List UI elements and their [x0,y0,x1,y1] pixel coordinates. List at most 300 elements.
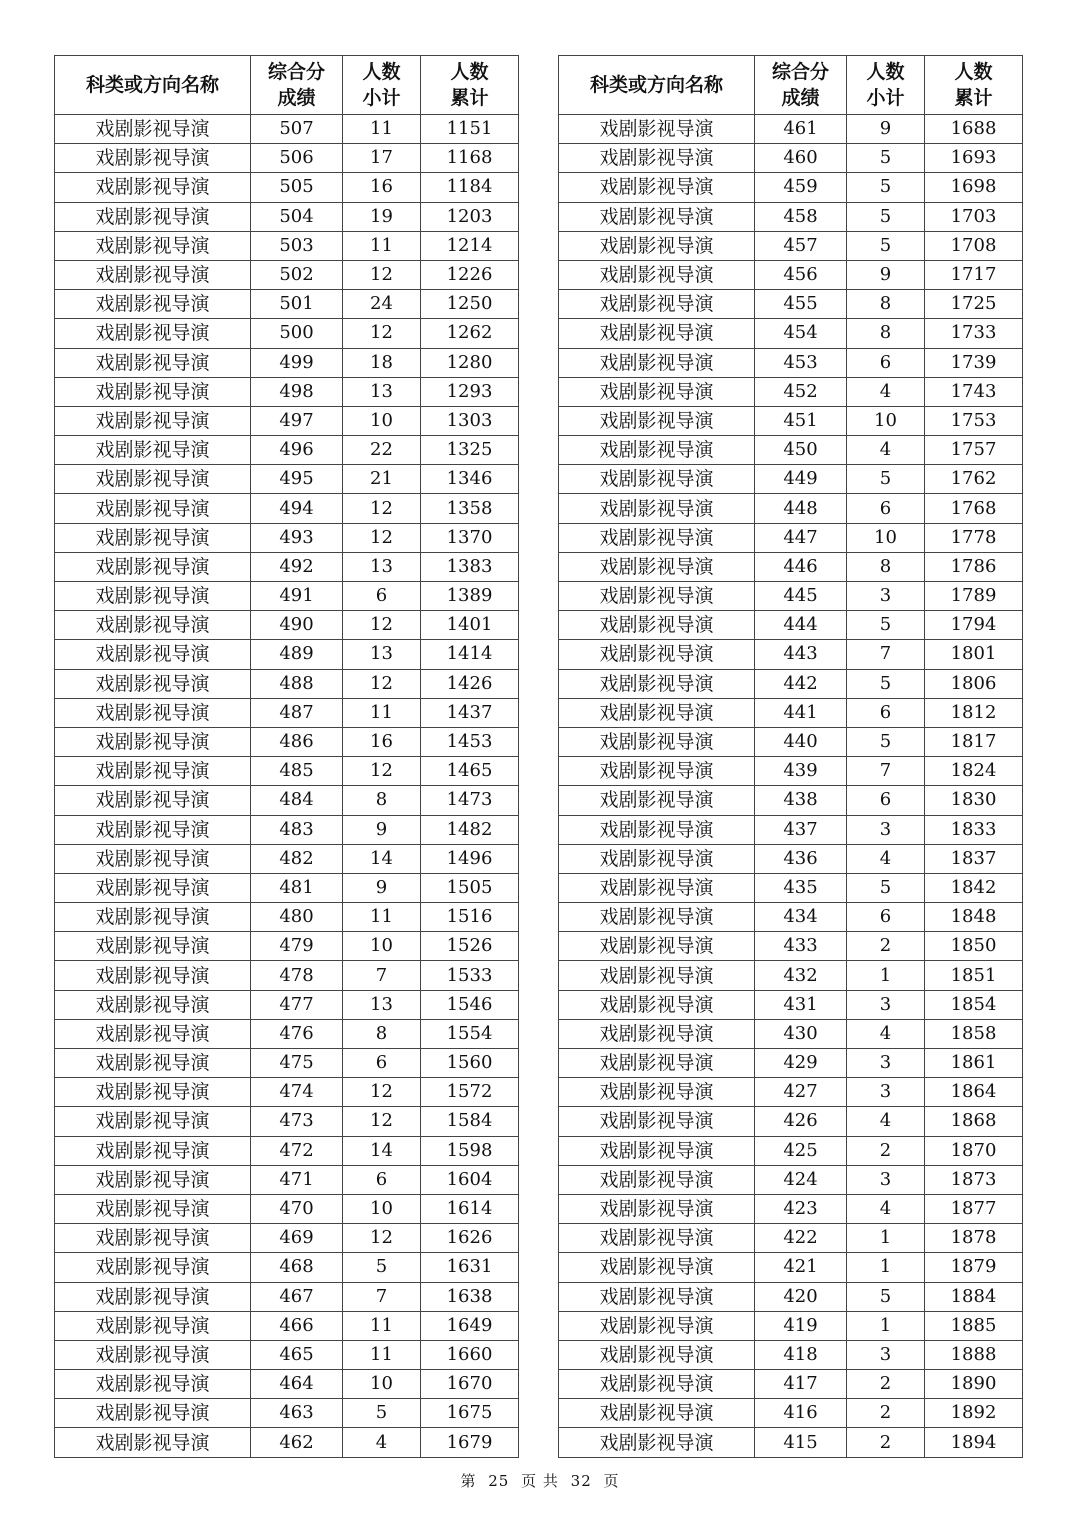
table-row [55,669,519,698]
cell-name: 戏剧影视导演 [559,260,755,289]
cell-score: 454 [755,319,847,348]
cell-cumulative: 1743 [925,377,1023,406]
cell-count: 12 [343,669,421,698]
cell-cumulative: 1679 [421,1428,519,1457]
table-row [55,1194,519,1223]
cell-score: 453 [755,348,847,377]
cell-cumulative: 1214 [421,231,519,260]
table-row [559,115,1023,144]
cell-count: 12 [343,611,421,640]
table-body-left [55,115,519,1458]
cell-count: 6 [343,1049,421,1078]
table-row [55,932,519,961]
table-row [55,640,519,669]
cell-score: 467 [251,1282,343,1311]
cell-name: 戏剧影视导演 [55,1428,251,1457]
cell-count: 3 [847,1340,925,1369]
cell-cumulative: 1753 [925,406,1023,435]
cell-cumulative: 1505 [421,873,519,902]
cell-count: 12 [343,319,421,348]
cell-score: 488 [251,669,343,698]
table-row [559,173,1023,202]
header-name: 科类或方向名称 [55,56,251,115]
table-row [559,436,1023,465]
cell-name: 戏剧影视导演 [559,698,755,727]
cell-score: 437 [755,815,847,844]
header-row [559,56,1023,115]
cell-score: 431 [755,990,847,1019]
cell-count: 17 [343,144,421,173]
cell-score: 504 [251,202,343,231]
cell-name: 戏剧影视导演 [55,465,251,494]
cell-name: 戏剧影视导演 [55,406,251,435]
cell-cumulative: 1453 [421,727,519,756]
cell-count: 3 [847,990,925,1019]
table-row [559,1253,1023,1282]
cell-count: 7 [847,757,925,786]
cell-count: 10 [343,1370,421,1399]
table-row [559,786,1023,815]
table-row [55,1019,519,1048]
cell-score: 505 [251,173,343,202]
cell-score: 464 [251,1370,343,1399]
cell-count: 8 [343,1019,421,1048]
table-row [559,873,1023,902]
cell-name: 戏剧影视导演 [559,990,755,1019]
cell-cumulative: 1184 [421,173,519,202]
cell-name: 戏剧影视导演 [55,727,251,756]
cell-count: 2 [847,1399,925,1428]
score-table-right [558,55,1023,1458]
header-count [847,56,925,115]
table-row [559,669,1023,698]
cell-cumulative: 1842 [925,873,1023,902]
table-row [55,115,519,144]
cell-name: 戏剧影视导演 [55,1194,251,1223]
cell-name: 戏剧影视导演 [559,844,755,873]
cell-name: 戏剧影视导演 [55,260,251,289]
cell-score: 458 [755,202,847,231]
header-score [251,56,343,115]
cell-name: 戏剧影视导演 [55,552,251,581]
cell-name: 戏剧影视导演 [55,348,251,377]
table-row [55,202,519,231]
cell-cumulative: 1675 [421,1399,519,1428]
cell-cumulative: 1614 [421,1194,519,1223]
table-row [559,1049,1023,1078]
table-row [55,173,519,202]
cell-score: 440 [755,727,847,756]
header-count-line2: 小计 [362,87,401,109]
cell-name: 戏剧影视导演 [559,932,755,961]
cell-cumulative: 1703 [925,202,1023,231]
cell-score: 441 [755,698,847,727]
cell-name: 戏剧影视导演 [559,1078,755,1107]
cell-count: 16 [343,727,421,756]
cell-score: 490 [251,611,343,640]
cell-cumulative: 1554 [421,1019,519,1048]
cell-count: 11 [343,1340,421,1369]
cell-cumulative: 1546 [421,990,519,1019]
cell-cumulative: 1325 [421,436,519,465]
table-row [55,377,519,406]
cell-cumulative: 1888 [925,1340,1023,1369]
table-row [55,903,519,932]
cell-name: 戏剧影视导演 [55,757,251,786]
cell-count: 10 [847,406,925,435]
cell-cumulative: 1870 [925,1136,1023,1165]
table-row [559,990,1023,1019]
cell-score: 421 [755,1253,847,1282]
page-footer [0,1470,1080,1491]
cell-count: 5 [847,727,925,756]
cell-cumulative: 1824 [925,757,1023,786]
table-row [559,1340,1023,1369]
cell-name: 戏剧影视导演 [55,990,251,1019]
cell-cumulative: 1698 [925,173,1023,202]
table-row [55,406,519,435]
table-row [559,727,1023,756]
header-cumulative-line2: 累计 [450,87,489,109]
cell-cumulative: 1778 [925,523,1023,552]
cell-score: 475 [251,1049,343,1078]
cell-score: 472 [251,1136,343,1165]
score-table-left [54,55,519,1458]
cell-count: 3 [847,582,925,611]
cell-cumulative: 1168 [421,144,519,173]
cell-name: 戏剧影视导演 [559,523,755,552]
cell-cumulative: 1812 [925,698,1023,727]
cell-cumulative: 1851 [925,961,1023,990]
cell-name: 戏剧影视导演 [55,844,251,873]
cell-count: 13 [343,990,421,1019]
cell-name: 戏剧影视导演 [55,1399,251,1428]
cell-score: 448 [755,494,847,523]
cell-count: 1 [847,1224,925,1253]
header-count-line2: 小计 [866,87,905,109]
cell-name: 戏剧影视导演 [559,757,755,786]
cell-cumulative: 1890 [925,1370,1023,1399]
table-row [559,932,1023,961]
cell-count: 11 [343,903,421,932]
cell-cumulative: 1203 [421,202,519,231]
cell-name: 戏剧影视导演 [559,1019,755,1048]
cell-cumulative: 1414 [421,640,519,669]
cell-name: 戏剧影视导演 [55,786,251,815]
cell-score: 451 [755,406,847,435]
table-row [55,436,519,465]
cell-score: 418 [755,1340,847,1369]
cell-count: 6 [847,903,925,932]
cell-cumulative: 1801 [925,640,1023,669]
cell-score: 491 [251,582,343,611]
cell-name: 戏剧影视导演 [55,1282,251,1311]
table-row [559,1136,1023,1165]
cell-cumulative: 1833 [925,815,1023,844]
cell-count: 4 [847,1019,925,1048]
cell-count: 16 [343,173,421,202]
cell-cumulative: 1894 [925,1428,1023,1457]
table-row [559,611,1023,640]
cell-cumulative: 1873 [925,1165,1023,1194]
cell-count: 14 [343,1136,421,1165]
cell-score: 462 [251,1428,343,1457]
cell-count: 14 [343,844,421,873]
cell-count: 4 [847,436,925,465]
cell-cumulative: 1693 [925,144,1023,173]
cell-count: 5 [847,1282,925,1311]
cell-count: 12 [343,757,421,786]
cell-name: 戏剧影视导演 [55,202,251,231]
cell-cumulative: 1482 [421,815,519,844]
cell-cumulative: 1786 [925,552,1023,581]
cell-name: 戏剧影视导演 [559,1282,755,1311]
cell-cumulative: 1670 [421,1370,519,1399]
cell-count: 5 [847,669,925,698]
cell-count: 4 [847,844,925,873]
cell-score: 433 [755,932,847,961]
cell-cumulative: 1649 [421,1311,519,1340]
footer-suffix: 页 [603,1472,620,1490]
cell-name: 戏剧影视导演 [55,873,251,902]
cell-cumulative: 1560 [421,1049,519,1078]
cell-cumulative: 1757 [925,436,1023,465]
cell-name: 戏剧影视导演 [55,1078,251,1107]
cell-count: 3 [847,1165,925,1194]
cell-name: 戏剧影视导演 [55,815,251,844]
footer-page-number: 25 [488,1472,510,1490]
table-row [55,319,519,348]
footer-mid: 页 共 [521,1472,559,1490]
cell-count: 10 [343,1194,421,1223]
cell-score: 416 [755,1399,847,1428]
cell-count: 11 [343,115,421,144]
cell-score: 461 [755,115,847,144]
cell-cumulative: 1877 [925,1194,1023,1223]
cell-score: 447 [755,523,847,552]
cell-count: 12 [343,523,421,552]
table-row [559,698,1023,727]
table-row [55,1165,519,1194]
table-row [559,1311,1023,1340]
cell-cumulative: 1526 [421,932,519,961]
cell-name: 戏剧影视导演 [559,1370,755,1399]
header-score-line1: 综合分 [771,61,829,83]
cell-name: 戏剧影视导演 [559,1107,755,1136]
table-row [55,1078,519,1107]
table-row [559,523,1023,552]
table-row [55,1311,519,1340]
cell-cumulative: 1789 [925,582,1023,611]
cell-cumulative: 1830 [925,786,1023,815]
table-row [559,1428,1023,1457]
table-row [55,260,519,289]
cell-score: 497 [251,406,343,435]
cell-name: 戏剧影视导演 [559,1224,755,1253]
cell-count: 5 [847,231,925,260]
cell-name: 戏剧影视导演 [55,669,251,698]
cell-score: 485 [251,757,343,786]
cell-count: 12 [343,1224,421,1253]
cell-score: 481 [251,873,343,902]
table-row [55,1253,519,1282]
cell-name: 戏剧影视导演 [559,669,755,698]
cell-cumulative: 1584 [421,1107,519,1136]
cell-name: 戏剧影视导演 [559,611,755,640]
cell-score: 506 [251,144,343,173]
table-row [55,873,519,902]
cell-count: 6 [847,494,925,523]
cell-score: 459 [755,173,847,202]
cell-count: 6 [343,1165,421,1194]
cell-cumulative: 1806 [925,669,1023,698]
table-body-right [559,115,1023,1458]
cell-score: 429 [755,1049,847,1078]
header-cumulative [421,56,519,115]
cell-name: 戏剧影视导演 [55,494,251,523]
header-score-line2: 成绩 [277,87,316,109]
cell-name: 戏剧影视导演 [55,1224,251,1253]
cell-count: 24 [343,290,421,319]
cell-name: 戏剧影视导演 [559,727,755,756]
cell-score: 457 [755,231,847,260]
table-row [559,1224,1023,1253]
cell-cumulative: 1389 [421,582,519,611]
cell-name: 戏剧影视导演 [55,611,251,640]
cell-name: 戏剧影视导演 [55,698,251,727]
cell-name: 戏剧影视导演 [559,1253,755,1282]
cell-score: 473 [251,1107,343,1136]
cell-count: 6 [847,698,925,727]
cell-count: 11 [343,698,421,727]
cell-score: 432 [755,961,847,990]
cell-count: 8 [847,552,925,581]
cell-score: 445 [755,582,847,611]
cell-cumulative: 1688 [925,115,1023,144]
cell-name: 戏剧影视导演 [559,319,755,348]
table-row [55,231,519,260]
cell-cumulative: 1226 [421,260,519,289]
cell-score: 422 [755,1224,847,1253]
footer-total-pages: 32 [570,1472,592,1490]
table-row [559,465,1023,494]
table-row [559,260,1023,289]
cell-name: 戏剧影视导演 [55,144,251,173]
cell-count: 5 [847,202,925,231]
cell-score: 456 [755,260,847,289]
cell-score: 446 [755,552,847,581]
table-row [559,815,1023,844]
cell-cumulative: 1717 [925,260,1023,289]
cell-score: 474 [251,1078,343,1107]
cell-score: 417 [755,1370,847,1399]
cell-cumulative: 1473 [421,786,519,815]
table-row [55,582,519,611]
cell-count: 5 [343,1253,421,1282]
table-row [55,1136,519,1165]
cell-count: 18 [343,348,421,377]
cell-name: 戏剧影视导演 [559,903,755,932]
cell-cumulative: 1626 [421,1224,519,1253]
table-row [55,990,519,1019]
cell-name: 戏剧影视导演 [55,115,251,144]
cell-score: 486 [251,727,343,756]
cell-count: 11 [343,1311,421,1340]
cell-count: 2 [847,1428,925,1457]
table-row [559,1194,1023,1223]
cell-name: 戏剧影视导演 [55,1370,251,1399]
cell-count: 13 [343,377,421,406]
table-row [55,1340,519,1369]
cell-cumulative: 1885 [925,1311,1023,1340]
cell-count: 22 [343,436,421,465]
cell-count: 9 [343,815,421,844]
table-row [55,611,519,640]
cell-count: 2 [847,932,925,961]
table-row [559,582,1023,611]
cell-cumulative: 1496 [421,844,519,873]
table-row [55,786,519,815]
cell-score: 427 [755,1078,847,1107]
table-row [559,1282,1023,1311]
cell-cumulative: 1884 [925,1282,1023,1311]
cell-count: 11 [343,231,421,260]
table-row [559,1107,1023,1136]
cell-count: 5 [847,465,925,494]
cell-score: 444 [755,611,847,640]
cell-score: 480 [251,903,343,932]
cell-cumulative: 1370 [421,523,519,552]
cell-cumulative: 1358 [421,494,519,523]
cell-name: 戏剧影视导演 [559,231,755,260]
cell-count: 4 [847,1194,925,1223]
cell-cumulative: 1437 [421,698,519,727]
table-row [55,552,519,581]
cell-score: 466 [251,1311,343,1340]
cell-cumulative: 1280 [421,348,519,377]
cell-score: 507 [251,115,343,144]
cell-name: 戏剧影视导演 [55,903,251,932]
header-count-line1: 人数 [362,61,401,83]
cell-cumulative: 1858 [925,1019,1023,1048]
cell-count: 4 [847,1107,925,1136]
table-row [559,1370,1023,1399]
cell-score: 419 [755,1311,847,1340]
cell-name: 戏剧影视导演 [55,290,251,319]
cell-score: 470 [251,1194,343,1223]
cell-name: 戏剧影视导演 [55,1107,251,1136]
cell-name: 戏剧影视导演 [55,1165,251,1194]
cell-cumulative: 1868 [925,1107,1023,1136]
cell-name: 戏剧影视导演 [55,1253,251,1282]
cell-name: 戏剧影视导演 [559,173,755,202]
cell-score: 487 [251,698,343,727]
cell-score: 492 [251,552,343,581]
table-row [55,1107,519,1136]
cell-cumulative: 1879 [925,1253,1023,1282]
cell-count: 2 [847,1370,925,1399]
cell-name: 戏剧影视导演 [559,1165,755,1194]
cell-name: 戏剧影视导演 [55,1049,251,1078]
cell-cumulative: 1401 [421,611,519,640]
cell-score: 460 [755,144,847,173]
cell-score: 484 [251,786,343,815]
cell-cumulative: 1768 [925,494,1023,523]
table-row [55,290,519,319]
cell-count: 7 [343,961,421,990]
cell-count: 5 [847,873,925,902]
cell-cumulative: 1850 [925,932,1023,961]
